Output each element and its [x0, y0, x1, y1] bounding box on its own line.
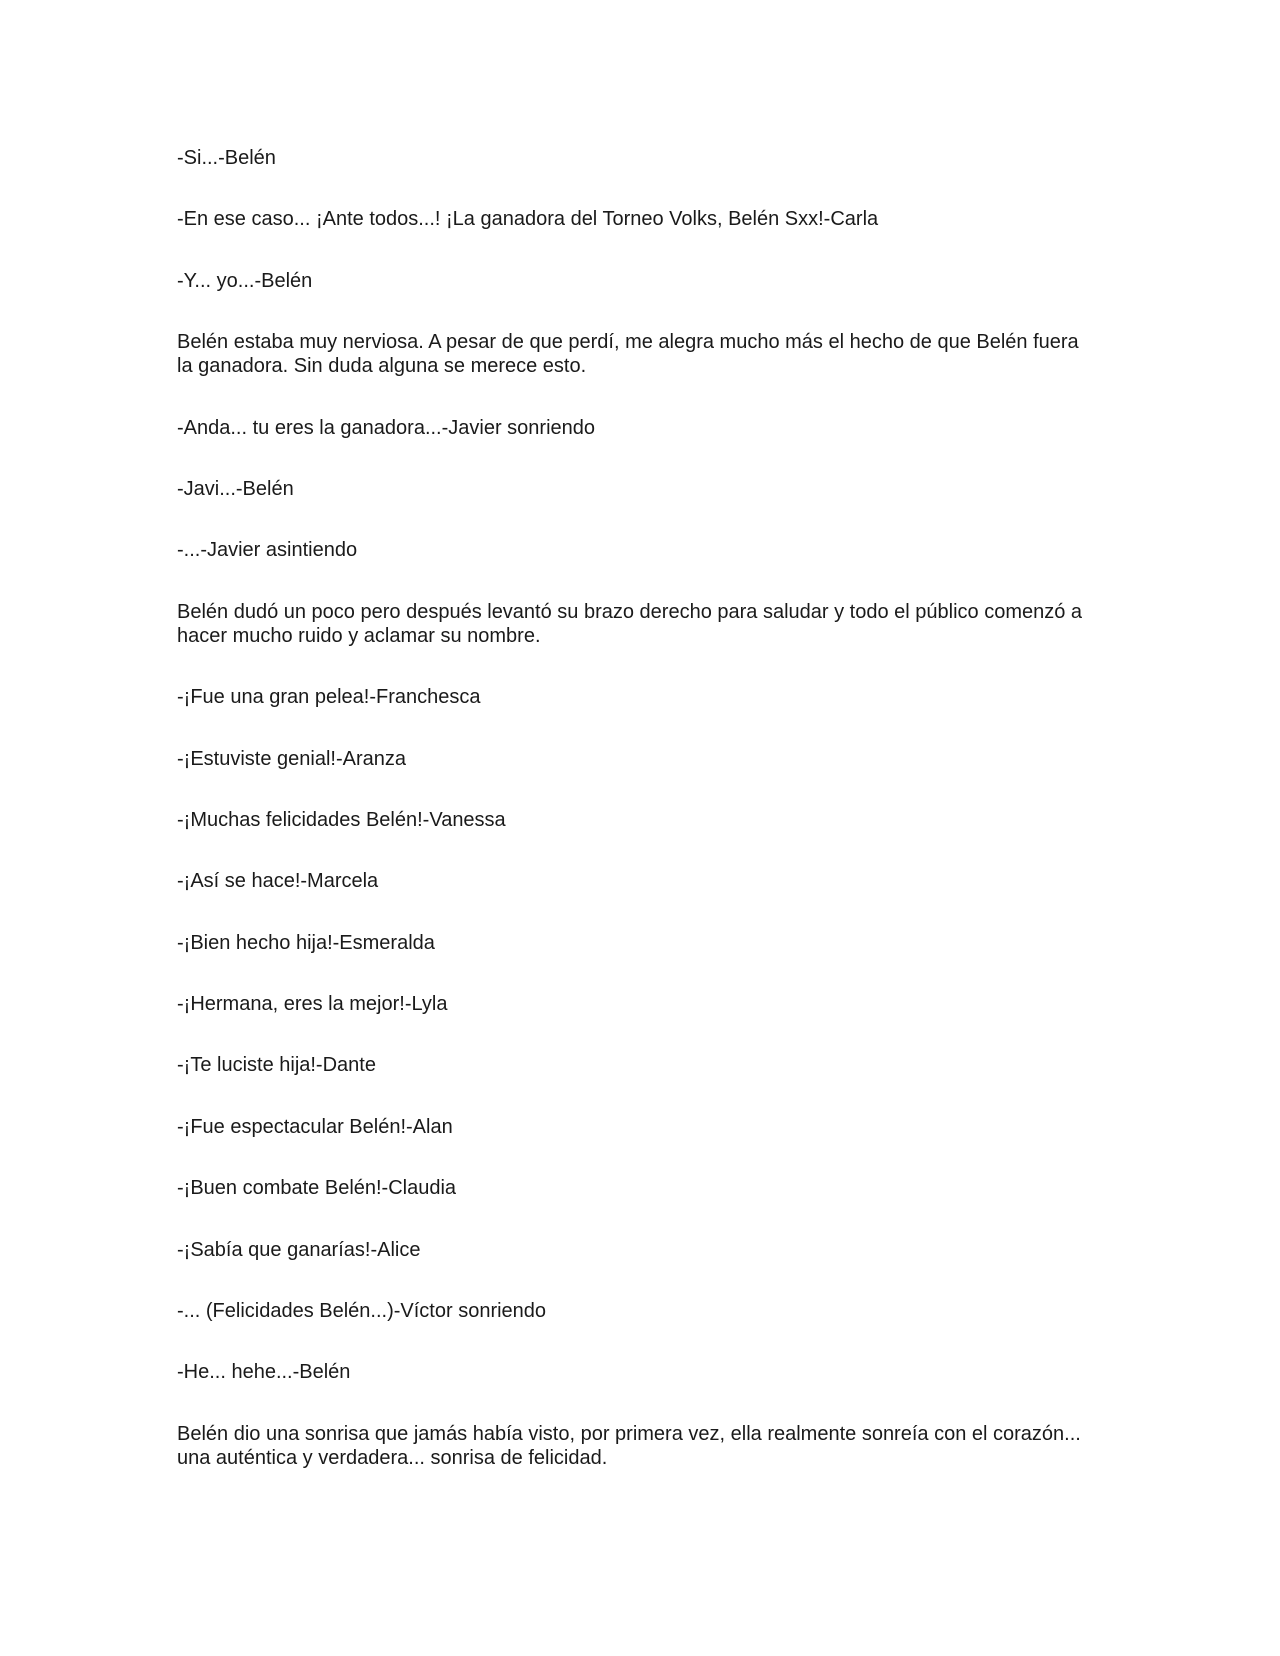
paragraph: Belén dudó un poco pero después levantó su brazo derecho para saludar y todo el público comenzó a hacer mucho ruido y aclamar su nombre.	[177, 600, 1083, 647]
paragraph: -¡Muchas felicidades Belén!-Vanessa	[177, 808, 506, 831]
paragraph: -¡Sabía que ganarías!-Alice	[177, 1238, 421, 1261]
paragraph: -En ese caso... ¡Ante todos...! ¡La ganadora del Torneo Volks, Belén Sxx!-Carla	[177, 208, 879, 231]
paragraph: -¡Te luciste hija!-Dante	[177, 1054, 376, 1077]
paragraph: -¡Bien hecho hija!-Esmeralda	[177, 931, 435, 954]
paragraph: -...-Javier asintiendo	[177, 539, 358, 562]
paragraph: -Si...-Belén	[177, 147, 276, 169]
paragraph: -¡Fue espectacular Belén!-Alan	[177, 1115, 453, 1138]
paragraph: -... (Felicidades Belén...)-Víctor sonriendo	[177, 1300, 547, 1323]
paragraph: -¡Así se hace!-Marcela	[177, 870, 379, 893]
paragraph: -Anda... tu eres la ganadora...-Javier sonriendo	[177, 416, 596, 439]
paragraph: -¡Fue una gran pelea!-Franchesca	[177, 686, 481, 709]
paragraph: -¡Estuviste genial!-Aranza	[177, 747, 406, 770]
document-body	[177, 146, 1097, 1470]
paragraph: -¡Buen combate Belén!-Claudia	[177, 1177, 457, 1200]
paragraph: Belén estaba muy nerviosa. A pesar de que perdí, me alegra mucho más el hecho de que Belén fuera la ganadora. Sin duda alguna se merece esto.	[177, 331, 1079, 378]
paragraph: -He... hehe...-Belén	[177, 1361, 351, 1384]
paragraph: -Javi...-Belén	[177, 477, 294, 500]
paragraph: -Y... yo...-Belén	[177, 269, 313, 292]
paragraph: -¡Hermana, eres la mejor!-Lyla	[177, 993, 448, 1016]
paragraph: Belén dio una sonrisa que jamás había visto, por primera vez, ella realmente sonreía con el corazón... una auténtica y verdadera... sonrisa de felicidad.	[177, 1422, 1081, 1469]
